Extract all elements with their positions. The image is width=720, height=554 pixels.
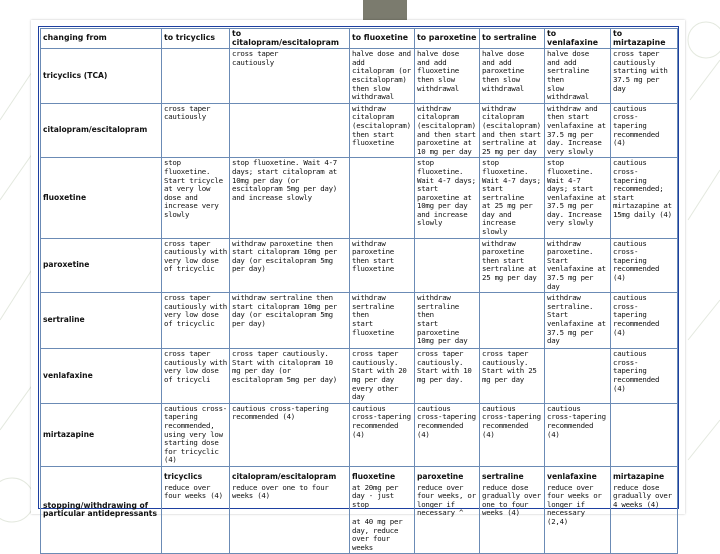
cell-text: cross taper cautiously. Start with citalopram 10 mg per day (or escitalopram 5mg per day) [232,349,337,384]
table-cell [162,158,230,238]
row-label: fluoxetine [41,158,162,238]
column-header: to citalopram/escitalopram [230,29,350,49]
cell-text: withdraw sertraline then start paroxetine 10mg per day [417,293,468,346]
table-cell [415,103,480,158]
cell-text: cautious cross- tapering recommended (4) [613,293,660,337]
stopping-cell-text: reduce over four weeks (4) [164,482,223,501]
cell-text: withdraw sertraline. Start venlafaxine at 37.5 mg per day [547,293,606,346]
table-cell [230,238,350,293]
cell-text: withdraw paroxetine then start citalopram 10mg per day (or escitalopram 5mg per day) [232,238,337,274]
cell-text: cross taper cautiously with very low dose of tricyclic [164,238,227,274]
table-cell [350,158,415,238]
table-cell [350,293,415,349]
cell-text: cross taper cautiously with very low dose of tricyclic [164,293,227,328]
table-row [41,403,678,466]
table-cell [162,293,230,349]
table-cell [545,158,611,238]
table-cell [611,238,678,293]
cell-text: stop fluoxetine. Wait 4-7 days; start paroxetine at 10mg per day and increase slowly [417,158,476,228]
table-cell [350,403,415,466]
table-cell [350,103,415,158]
stopping-cell-title: venlafaxine [547,471,597,481]
stopping-cell-text: reduce dose gradually over one to four weeks (4) [482,482,541,518]
cell-text: withdraw paroxetine. Start venlafaxine at 37.5 mg per day [547,238,606,291]
table-cell [545,349,611,404]
cell-text: cautious cross- tapering recommended (4) [613,238,660,283]
column-header: to sertraline [480,29,545,49]
cell-text: withdraw citalopram (escitalopram) then start fluoxetine [352,103,411,148]
table-row [41,238,678,293]
table-cell [230,403,350,466]
stopping-cell-title: fluoxetine [352,471,396,481]
cell-text: withdraw and then start venlafaxine at 37.5 mg per day. Increase very slowly [547,103,606,156]
stopping-cell-text: reduce over four weeks, or longer if necessary ^ [417,482,476,518]
column-header: to venlafaxine [545,29,611,49]
table-cell [611,293,678,349]
stopping-cell-title: mirtazapine [613,471,665,481]
table-cell [480,49,545,104]
cell-text: halve dose and add citalopram (or escitalopram) then slow withdrawal [352,49,411,102]
table-cell [611,49,678,104]
column-header: to mirtazapine [611,29,678,49]
stopping-cell-text: reduce dose gradually over 4 weeks (4) [613,482,672,509]
table-cell [611,403,678,466]
table-cell [162,349,230,404]
stopping-cell [611,466,678,553]
table-cell [162,238,230,293]
cell-text: cautious cross- tapering recommended, using very low starting dose for tricyclic (4) [164,403,227,465]
stopping-cell-text: reduce over four weeks or longer if necessary (2,4) [547,482,602,526]
cell-text: cautious cross-tapering recommended (4) [482,403,541,439]
table-cell [230,158,350,238]
table-row [41,349,678,404]
cell-text: withdraw sertraline then start fluoxetine [352,293,394,337]
table-cell [480,403,545,466]
table-cell [545,103,611,158]
table-row [41,103,678,158]
stopping-cell-title: tricyclics [164,471,203,481]
stopping-cell [545,466,611,553]
cell-text: cross taper cautiously. Start with 25 mg per day [482,349,537,384]
table-cell [545,238,611,293]
cell-text: stop fluoxetine. Wait 4-7 days; start venlafaxine at 37.5 mg per day. Increase very slowly [547,158,606,228]
cell-text: withdraw citalopram (escitalopram) and then start paroxetine at 10 mg per day [417,103,476,156]
table-cell [162,403,230,466]
table-cell [611,103,678,158]
cell-text: halve dose and add sertraline then slow withdrawal [547,49,589,102]
cell-text: cautious cross- tapering recommended (4) [613,103,660,148]
table-cell [350,349,415,404]
table-cell [350,49,415,104]
cell-text: cautious cross-tapering recommended (4) [352,403,411,439]
cell-text: cross taper cautiously. Start with 10 mg per day. [417,349,472,384]
row-label: tricyclics (TCA) [41,49,162,104]
row-label: citalopram/escitalopram [41,103,162,158]
cell-text: cross taper cautiously starting with 37.5 mg per day [613,49,668,93]
slide-top-tab [363,0,407,22]
switching-antidepressants-table [40,28,678,554]
cell-text: stop fluoxetine. Wait 4-7 days; start sertraline at 25 mg per day and increase slowly [482,158,541,237]
table-cell [162,49,230,104]
cell-text: stop fluoxetine. Wait 4-7 days; start citalopram at 10mg per day (or escitalopram 5mg per day) and increase slowly [232,158,337,202]
stopping-cell [480,466,545,553]
stopping-cell-title: sertraline [482,471,524,481]
column-header: changing from [41,29,162,49]
table-cell [480,238,545,293]
cell-text: cross taper cautiously [164,103,211,122]
cell-text: cross taper cautiously. Start with 20 mg per day every other day [352,349,407,402]
row-label: paroxetine [41,238,162,293]
stopping-row [41,466,678,553]
cell-text: cautious cross- tapering recommended; start mirtazapine at 15mg daily (4) [613,158,672,219]
stopping-cell-title: paroxetine [417,471,464,481]
table-cell [415,403,480,466]
table-cell [415,238,480,293]
table-cell [480,293,545,349]
cell-text: cautious cross-tapering recommended (4) [417,403,476,439]
table-row [41,293,678,349]
table-cell [230,349,350,404]
row-label: mirtazapine [41,403,162,466]
row-label: stopping/withdrawing of particular antidepressants [41,466,162,553]
cell-text: withdraw paroxetine then start fluoxetine [352,238,394,274]
cell-text: cautious cross-tapering recommended (4) [232,403,329,422]
stopping-cell-text: at 20mg per day - just stop at 40 mg per day, reduce over four weeks [352,482,403,552]
table-cell [545,293,611,349]
cell-text: halve dose and add fluoxetine then slow withdrawal [417,49,459,93]
table-cell [350,238,415,293]
stopping-cell-title: citalopram/escitalopram [232,471,337,481]
table-cell [611,158,678,238]
table-cell [480,103,545,158]
column-header: to fluoxetine [350,29,415,49]
table-cell [415,49,480,104]
stopping-cell [162,466,230,553]
stopping-cell [415,466,480,553]
stopping-cell [350,466,415,553]
table-cell [415,158,480,238]
cell-text: stop fluoxetine. Start tricycle at very low dose and increase very slowly [164,158,223,219]
row-label: venlafaxine [41,349,162,404]
table-cell [230,293,350,349]
row-label: sertraline [41,293,162,349]
cell-text: withdraw paroxetine then start sertraline at 25 mg per day [482,238,537,283]
column-header: to tricyclics [162,29,230,49]
column-header: to paroxetine [415,29,480,49]
table-cell [611,349,678,404]
cell-text: withdraw citalopram (escitalopram) and then start sertraline at 25 mg per day [482,103,541,156]
table-cell [480,349,545,404]
table-cell [162,103,230,158]
table-cell [230,49,350,104]
table-cell [415,293,480,349]
cell-text: cross taper cautiously [232,49,279,67]
stopping-cell [230,466,350,553]
table-cell [545,49,611,104]
cell-text: cautious cross- tapering recommended (4) [613,349,660,393]
cell-text: halve dose and add paroxetine then slow withdrawal [482,49,524,93]
table-cell [230,103,350,158]
stopping-cell-text: reduce over one to four weeks (4) [232,482,329,501]
table-cell [545,403,611,466]
header-row [41,29,678,49]
table-cell [480,158,545,238]
cell-text: withdraw sertraline then start citalopram 10mg per day (or escitalopram 5mg per day) [232,293,337,328]
table-cell [415,349,480,404]
table-row [41,158,678,238]
table-row [41,49,678,104]
cell-text: cross taper cautiously with very low dose of tricycli [164,349,227,384]
cell-text: cautious cross-tapering recommended (4) [547,403,606,439]
